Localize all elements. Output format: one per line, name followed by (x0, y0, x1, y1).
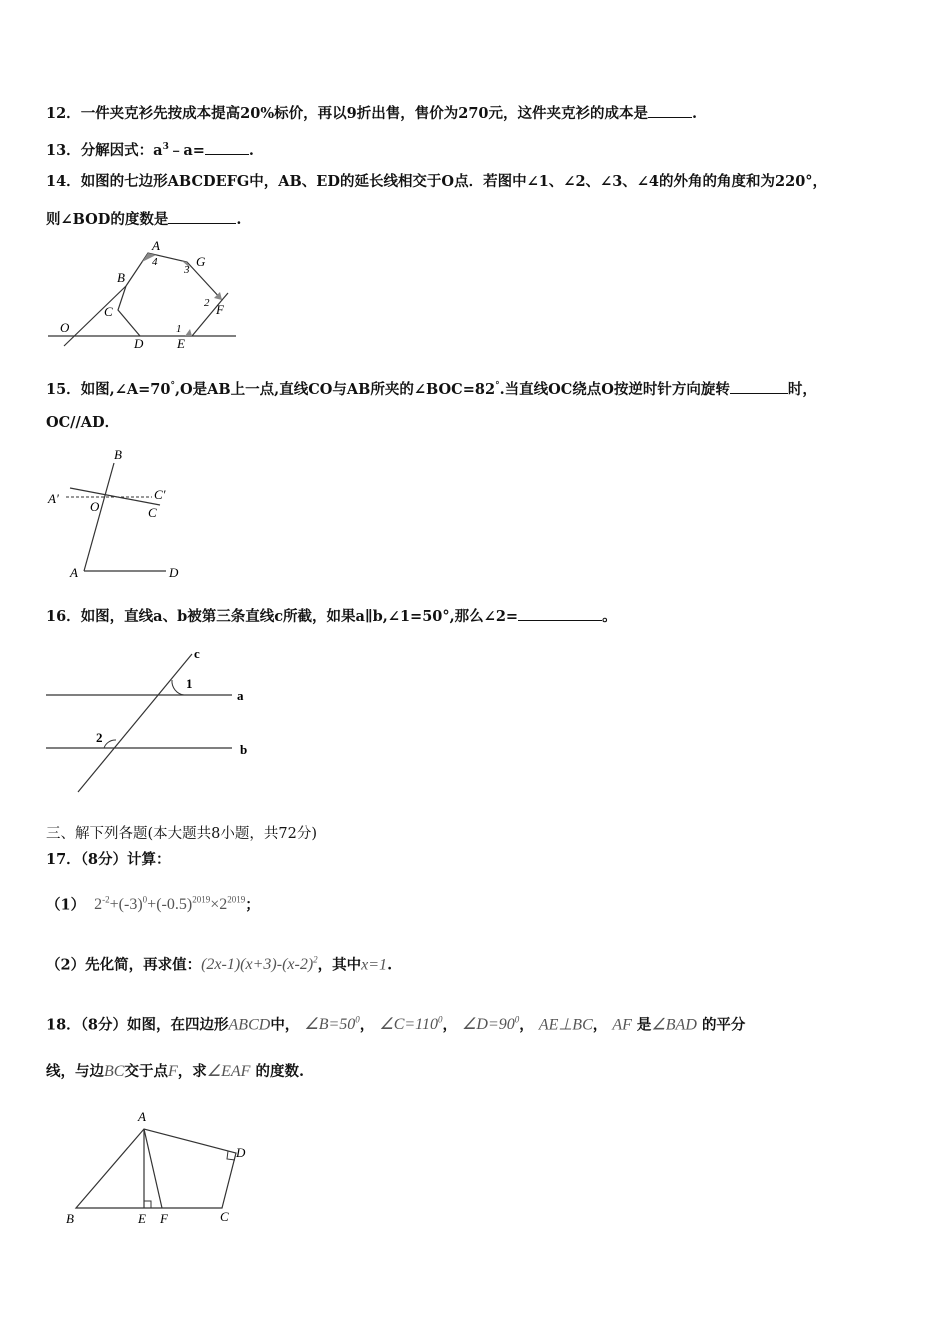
q18-perp: AE⊥BC (538, 1016, 593, 1034)
q18-number: 18． (46, 1016, 81, 1034)
q14-label-4: 4 (152, 256, 158, 268)
q13-text-a: 分解因式：a (80, 141, 163, 159)
q18-angle-d (462, 1016, 519, 1033)
q18-label-A: A (138, 1109, 146, 1124)
q15-deg-1: ° (170, 381, 175, 391)
question-15-line2 (46, 413, 119, 433)
question-17 (46, 850, 171, 870)
q18-line2-a: 线，与边 (46, 1063, 104, 1080)
q17-part-2 (46, 950, 392, 975)
q18-angle-c-text: ∠C=110 (379, 1016, 438, 1034)
q17-p1-term2: +(-0.5) (147, 896, 193, 914)
q18-angle-b (304, 1016, 359, 1033)
q16-label-1: 1 (186, 676, 193, 691)
q15-text-d: 时， (787, 380, 817, 398)
q18-quadrilateral-figure (60, 1105, 260, 1230)
q15-line2: OC//AD． (46, 414, 120, 431)
q15-deg-2: ° (495, 381, 500, 391)
q18-t1: 中， (270, 1016, 300, 1034)
q18-bc: BC (104, 1063, 125, 1080)
q14-label-O: O (60, 320, 70, 335)
q14-label-1: 1 (176, 323, 182, 335)
q12-tail: . (692, 105, 698, 122)
q14-label-C: C (104, 304, 113, 319)
q12-answer-blank[interactable] (648, 103, 692, 118)
q18-line2-c: ，求 (177, 1063, 207, 1080)
q15-label-A: A (70, 565, 78, 580)
q15-label-A-prime: A′ (48, 491, 59, 506)
q17-p2-mid: ，其中 (317, 956, 362, 974)
q15-label-B: B (114, 447, 122, 462)
q18-angle-d-text: ∠D=90 (462, 1016, 515, 1034)
q17-p1-term3: ×2 (210, 896, 228, 914)
q17-p1-expression (94, 896, 245, 913)
q18-t7: 的平分 (701, 1016, 746, 1034)
q17-p2-label: （2）先化简，再求值： (46, 956, 202, 974)
q17-score: （8分）计算： (80, 851, 171, 868)
q14-line2: 则∠BOD的度数是 (46, 211, 169, 228)
q18-t6: 是 (636, 1016, 652, 1034)
q18-af: AF (612, 1016, 632, 1034)
q14-answer-blank[interactable] (168, 209, 236, 224)
q18-angle-d-deg: 0 (514, 1015, 520, 1025)
q15-label-D: D (169, 565, 179, 580)
question-14-line2 (46, 209, 241, 230)
q17-p2-exp: 2 (313, 955, 318, 965)
q17-p1-label: （1） (46, 896, 86, 914)
q13-number: 13． (46, 141, 81, 159)
question-18-line2 (46, 1062, 304, 1082)
q14-label-G: G (196, 254, 206, 269)
q18-f: F (167, 1063, 178, 1080)
q15-text-c: .当直线OC绕点O按逆时针方向旋转 (499, 380, 730, 398)
q14-label-E: E (177, 336, 185, 350)
q18-angle-c-deg: 0 (437, 1015, 443, 1025)
q14-number: 14． (46, 173, 81, 190)
q13-exponent: 3 (162, 142, 169, 152)
q18-label-C: C (220, 1209, 229, 1224)
q14-label-2: 2 (204, 297, 210, 309)
q18-angle-b-deg: 0 (355, 1015, 360, 1025)
q14-label-A: A (152, 238, 160, 253)
q18-line2-d: 的度数. (255, 1063, 305, 1080)
q18-label-F: F (160, 1211, 168, 1226)
q17-p2-condition: x=1 (361, 956, 388, 974)
q18-quad: ABCD (228, 1016, 271, 1034)
q14-label-B: B (117, 270, 125, 285)
question-16 (46, 606, 617, 627)
q17-p1-exp4: 2019 (227, 895, 246, 905)
q18-t5: ， (592, 1016, 608, 1034)
q18-line2-b: 交于点 (124, 1063, 168, 1080)
q16-label-2: 2 (96, 730, 103, 745)
q18-angle-b-text: ∠B=50 (304, 1016, 356, 1034)
q17-p1-exp3: 2019 (192, 895, 211, 905)
q18-angle-c (379, 1016, 442, 1033)
q16-label-a: a (237, 688, 244, 703)
q14-label-3: 3 (184, 264, 190, 276)
question-13 (46, 137, 254, 161)
q16-text: 如图，直线a、b被第三条直线c所截，如果a∥b,∠1=50°,那么∠2= (80, 608, 519, 625)
q12-number: 12． (46, 105, 81, 122)
q18-score: （8分）如图，在四边形 (80, 1016, 229, 1034)
q18-eaf: ∠EAF (206, 1063, 251, 1080)
q17-p2-expression (201, 956, 318, 973)
q14-heptagon-figure (44, 238, 244, 350)
q17-p1-tail: ； (245, 896, 260, 914)
q16-number: 16． (46, 608, 81, 625)
section-3-title: 三、解下列各题(本大题共8小题，共72分) (46, 826, 317, 842)
q15-label-C: C (148, 505, 157, 520)
q15-label-O: O (90, 499, 100, 514)
q15-text-a: 如图,∠A=70 (80, 380, 171, 398)
q13-answer-blank[interactable] (205, 140, 249, 155)
q14-label-F: F (216, 302, 224, 317)
q17-part-1 (46, 890, 260, 915)
q18-label-B: B (66, 1211, 74, 1226)
q15-answer-blank[interactable] (730, 379, 788, 394)
q18-t4: ， (519, 1016, 534, 1034)
q18-label-E: E (138, 1211, 146, 1226)
q17-p2-expr-text: (2x-1)(x+3)-(x-2) (201, 956, 314, 974)
q15-number: 15． (46, 380, 81, 398)
q18-bad: ∠BAD (651, 1016, 697, 1034)
q15-rotation-figure (44, 445, 194, 585)
q13-text-b: ﹣a= (168, 141, 205, 159)
q17-p1-exp2: 0 (142, 895, 148, 905)
q16-parallel-lines-figure (44, 642, 264, 797)
q17-p2-tail: . (387, 956, 393, 974)
q18-t3: ， (442, 1016, 457, 1034)
q12-text: 一件夹克衫先按成本提高20%标价，再以9折出售，售价为270元，这件夹克衫的成本是 (80, 105, 648, 122)
q17-p1-term1: +(-3) (109, 896, 143, 914)
q15-text-b: ,O是AB上一点,直线CO与AB所夹的∠BOC=82 (174, 380, 496, 398)
q18-t2: ， (359, 1016, 375, 1034)
q14-line1: 如图的七边形ABCDEFG中，AB、ED的延长线相交于O点．若图中∠1、∠2、∠3、∠4的外角的角度和为220°， (80, 173, 828, 190)
q17-number: 17． (46, 851, 81, 868)
question-15-line1 (46, 376, 817, 400)
question-12 (46, 103, 697, 124)
section-3-heading (46, 824, 317, 844)
q17-p1-base: 2 (94, 896, 103, 914)
q14-label-D: D (134, 336, 144, 350)
q16-label-c: c (194, 646, 200, 661)
q15-label-C-prime: C′ (154, 487, 166, 502)
q17-p1-exp1: -2 (102, 895, 110, 905)
q16-tail: 。 (602, 608, 617, 625)
q18-label-D: D (236, 1145, 246, 1160)
q16-label-b: b (240, 742, 248, 757)
q13-tail: . (248, 141, 254, 159)
q16-answer-blank[interactable] (518, 606, 602, 621)
question-14-line1 (46, 172, 827, 192)
question-18-line1 (46, 1010, 745, 1035)
q14-tail: . (236, 211, 242, 228)
